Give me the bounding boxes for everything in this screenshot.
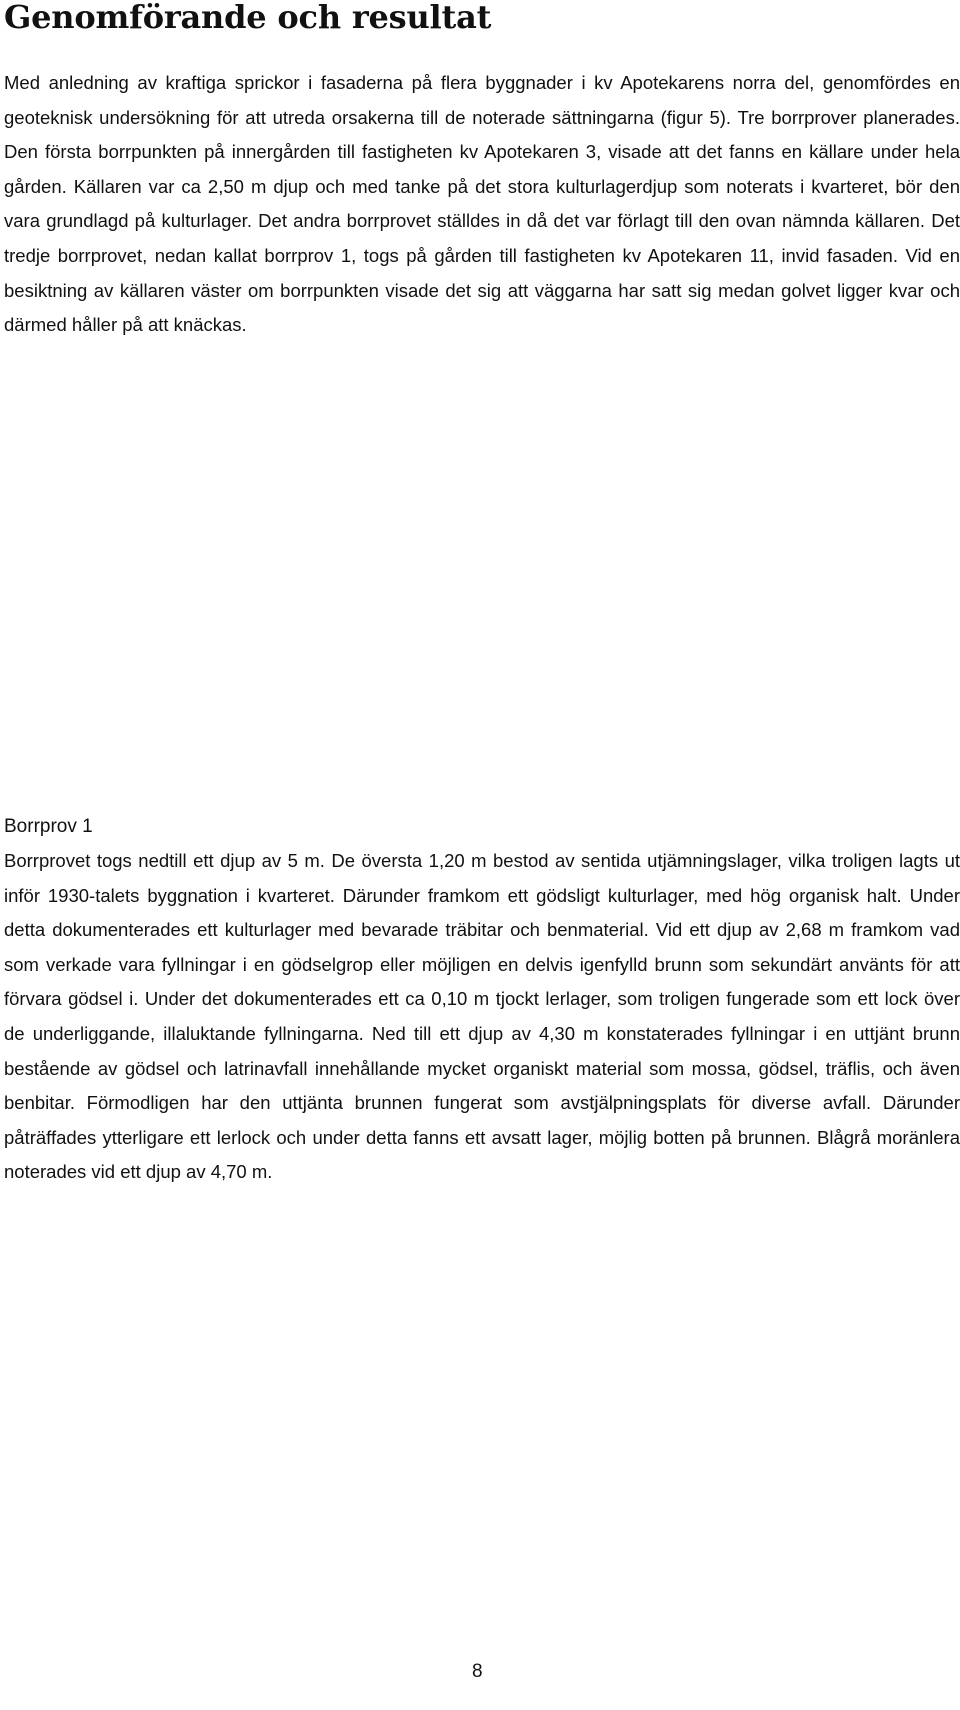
- section-heading: Borrprov 1: [4, 816, 93, 837]
- intro-paragraph: Med anledning av kraftiga sprickor i fasaderna på flera byggnader i kv Apotekarens norra del, genomfördes en geoteknisk undersökning för att utreda orsakerna till de noterade sättningarna (figur 5). Tre borrprover planerades. Den första borrpunkten på innergården till fastigheten kv Apotekaren 3, visade att det fanns en källare under hela gården. Källaren var ca 2,50 m djup och med tanke på det stora kulturlagerdjup som noterats i kvarteret, bör den vara grundlagd på kulturlager. Det andra borrprovet ställdes in då det var förlagt till den ovan nämnda källaren. Det tredje borrprovet, nedan kallat borrprov 1, togs på gården till fastigheten kv Apotekaren 11, invid fasaden. Vid en besiktning av källaren väster om borrpunkten visade det sig att väggarna har satt sig medan golvet ligger kvar och därmed håller på att knäckas.: [4, 72, 960, 336]
- section-paragraph: Borrprovet togs nedtill ett djup av 5 m. De översta 1,20 m bestod av sentida utjämningslager, vilka troligen lagts ut inför 1930-talets byggnation i kvarteret. Därunder framkom ett gödsligt kulturlager, med hög organisk halt. Under detta dokumenterades ett kulturlager med bevarade träbitar och benmaterial. Vid ett djup av 2,68 m framkom vad som verkade vara fyllningar i en gödselgrop eller möjligen en delvis igenfylld brunn som sekundärt använts för att förvara gödsel i. Under det dokumenterades ett ca 0,10 m tjockt lerlager, som troligen fungerade som ett lock över de underliggande, illaluktande fyllningarna. Ned till ett djup av 4,30 m konstaterades fyllningar i en uttjänt brunn bestående av gödsel och latrinavfall innehållande mycket organiskt material som mossa, gödsel, träflis, och även benbitar. Förmodligen har den uttjänta brunnen fungerat som avstjälpningsplats för diverse avfall. Därunder påträffades ytterligare ett lerlock och under detta fanns ett avsatt lager, möjlig botten på brunnen. Blågrå moränlera noterades vid ett djup av 4,70 m.: [4, 850, 960, 1183]
- page-title: Genomförande och resultat: [4, 0, 492, 36]
- page-number: 8: [472, 1661, 483, 1682]
